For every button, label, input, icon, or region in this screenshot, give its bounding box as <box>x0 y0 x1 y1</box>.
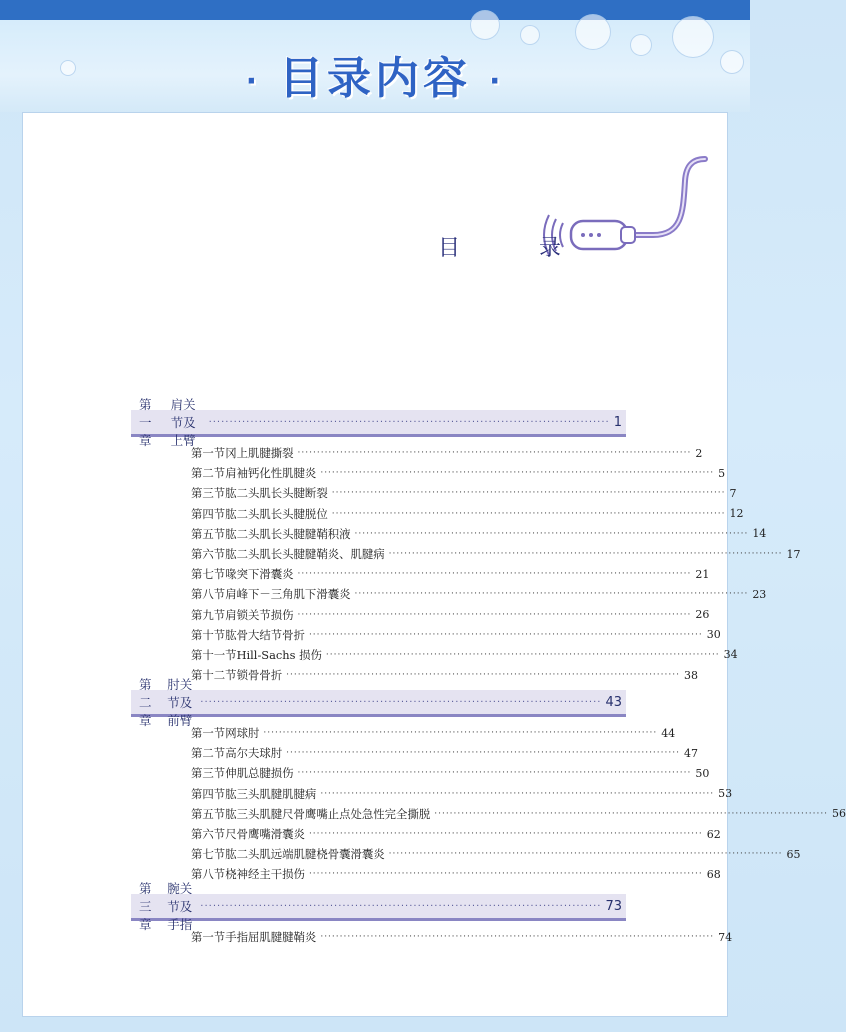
section-page: 44 <box>661 726 676 740</box>
section-title: 肩峰下－三角肌下滑囊炎 <box>225 587 351 602</box>
leader-dots: ······································································································ <box>308 829 703 840</box>
leader-dots: ······································································································ <box>320 932 715 943</box>
chapter-title: 肘关节及前臂 <box>167 677 193 728</box>
leader-dots: ······································································································ <box>388 849 783 860</box>
leader-dots: ······································································································ <box>308 869 703 880</box>
section-page: 21 <box>695 567 710 581</box>
section-list <box>131 921 733 947</box>
section-number: 第六节 <box>191 547 226 562</box>
section-title: 喙突下滑囊炎 <box>225 567 294 582</box>
section-page: 17 <box>786 547 801 561</box>
leader-dots: ······································································································ <box>320 788 715 799</box>
chapter-page: 73 <box>605 898 622 914</box>
leader-dots: ······································································································ <box>320 468 715 479</box>
chapter-page: 1 <box>613 414 622 430</box>
section-number: 第四节 <box>191 506 226 521</box>
leader-dots: ······································································································ <box>297 569 692 580</box>
section-page: 38 <box>683 668 698 682</box>
leader-dots: ································································································ <box>208 416 610 428</box>
toc-entry[interactable] <box>191 804 846 824</box>
leader-dots: ······································································································ <box>354 528 749 539</box>
section-title: 锁骨骨折 <box>236 668 283 683</box>
section-title: 肱二头肌长头腱脱位 <box>225 506 328 521</box>
section-title: 桡神经主干损伤 <box>225 867 305 882</box>
section-number: 第一节 <box>191 930 226 945</box>
section-title: 尺骨鹰嘴滑囊炎 <box>225 827 305 842</box>
section-number: 第三节 <box>191 766 226 781</box>
toc-entry[interactable] <box>191 763 710 783</box>
section-page: 53 <box>718 787 733 801</box>
section-title: 肱二头肌远端肌腱桡骨囊滑囊炎 <box>225 847 385 862</box>
leader-dots: ······································································································ <box>286 670 680 681</box>
section-number: 第八节 <box>191 867 226 882</box>
section-number: 第三节 <box>191 486 226 501</box>
section-number: 第十节 <box>191 627 226 642</box>
toc-entry[interactable] <box>191 723 676 743</box>
toc-entry[interactable] <box>191 605 710 625</box>
toc-entry[interactable] <box>191 504 744 524</box>
section-page: 2 <box>695 446 703 460</box>
banner-dot-left: · <box>245 63 261 99</box>
section-number: 第十一节 <box>191 647 237 662</box>
section-page: 26 <box>695 608 710 622</box>
toc-heading: 目 录 <box>438 236 597 261</box>
section-title: 肱二头肌长头腱腱鞘炎、肌腱病 <box>225 547 385 562</box>
section-number: 第十二节 <box>191 668 237 683</box>
section-page: 30 <box>706 628 721 642</box>
section-page: 65 <box>786 847 801 861</box>
section-page: 50 <box>695 766 710 780</box>
section-page: 23 <box>752 587 767 601</box>
section-page: 5 <box>718 466 726 480</box>
section-number: 第七节 <box>191 567 226 582</box>
document-page <box>22 112 846 1017</box>
section-page: 34 <box>723 648 738 662</box>
section-title: 肱三头肌腱肌腱病 <box>225 786 317 801</box>
section-title: 肱二头肌长头腱腱鞘积液 <box>225 526 351 541</box>
chapter-3 <box>131 881 733 947</box>
toc-entry[interactable] <box>191 483 737 503</box>
chapter-row[interactable] <box>131 677 626 728</box>
section-title: 手指屈肌腱腱鞘炎 <box>225 930 317 945</box>
section-title: 高尔夫球肘 <box>225 746 283 761</box>
section-number: 第五节 <box>191 806 226 821</box>
toc-entry[interactable] <box>191 564 710 584</box>
banner-dot-right: · <box>489 63 505 99</box>
leader-dots: ······································································································ <box>308 629 703 640</box>
section-title: 冈上肌腱撕裂 <box>225 446 294 461</box>
chapter-number: 第一章 <box>139 397 152 448</box>
section-page: 74 <box>718 930 733 944</box>
chapter-row[interactable] <box>131 881 626 932</box>
section-title: 伸肌总腱损伤 <box>225 766 294 781</box>
section-page: 68 <box>706 867 721 881</box>
chapter-title: 肩关节及上臂 <box>170 397 196 448</box>
leader-dots: ······································································································ <box>325 649 720 660</box>
leader-dots: ······································································································ <box>331 488 726 499</box>
section-page: 14 <box>752 527 767 541</box>
section-number: 第二节 <box>191 746 226 761</box>
leader-dots: ································································································ <box>200 696 602 708</box>
section-number: 第一节 <box>191 446 226 461</box>
toc-entry[interactable] <box>191 844 801 864</box>
banner-title <box>0 42 750 106</box>
chapter-2 <box>131 677 846 885</box>
toc-entry[interactable] <box>191 864 721 884</box>
chapter-number: 第三章 <box>139 881 152 932</box>
toc-entry[interactable] <box>191 544 801 564</box>
leader-dots: ······································································································ <box>331 508 726 519</box>
section-page: 12 <box>729 507 744 521</box>
section-title: 网球肘 <box>225 726 260 741</box>
toc-entry[interactable] <box>191 524 767 544</box>
section-title: 肱二头肌长头腱断裂 <box>225 486 328 501</box>
section-title: 肩锁关节损伤 <box>225 607 294 622</box>
chapter-page: 43 <box>605 694 622 710</box>
section-number: 第五节 <box>191 526 226 541</box>
section-list <box>131 437 801 685</box>
banner-title-text: 目录内容 <box>279 53 471 104</box>
toc-entry[interactable] <box>191 824 721 844</box>
toc-entry[interactable] <box>191 784 733 804</box>
section-title: 肱三头肌腱尺骨鹰嘴止点处急性完全撕脱 <box>225 806 431 821</box>
section-list <box>131 717 846 885</box>
toc-entry[interactable] <box>191 625 721 645</box>
section-number: 第六节 <box>191 827 226 842</box>
section-title: 肱骨大结节骨折 <box>225 627 305 642</box>
section-number: 第四节 <box>191 786 226 801</box>
section-number: 第八节 <box>191 587 226 602</box>
section-page: 47 <box>683 746 698 760</box>
toc-entry[interactable] <box>191 645 738 665</box>
leader-dots: ······································································································ <box>388 549 783 560</box>
leader-dots: ······································································································ <box>297 448 692 459</box>
toc-entry[interactable] <box>191 665 698 685</box>
toc-entry[interactable] <box>191 584 767 604</box>
toc-entry[interactable] <box>191 443 703 463</box>
toc-entry[interactable] <box>191 743 698 763</box>
leader-dots: ······································································································ <box>263 728 658 739</box>
chapter-title: 腕关节及手指 <box>167 881 193 932</box>
banner <box>0 20 750 112</box>
section-page: 56 <box>832 807 846 821</box>
section-number: 第九节 <box>191 607 226 622</box>
chapter-1 <box>131 397 801 685</box>
section-number: 第七节 <box>191 847 226 862</box>
leader-dots: ······································································································ <box>297 609 692 620</box>
section-title: Hill-Sachs 损伤 <box>236 647 322 662</box>
top-bar <box>0 0 750 20</box>
chapter-number: 第二章 <box>139 677 152 728</box>
toc-entry[interactable] <box>191 463 726 483</box>
leader-dots: ································································································ <box>200 900 602 912</box>
bubble-decoration <box>470 10 500 40</box>
leader-dots: ······································································································ <box>434 808 829 819</box>
section-title: 肩袖钙化性肌腱炎 <box>225 466 317 481</box>
chapter-row[interactable] <box>131 397 626 448</box>
section-page: 7 <box>729 486 737 500</box>
leader-dots: ······································································································ <box>286 748 680 759</box>
section-number: 第一节 <box>191 726 226 741</box>
section-number: 第二节 <box>191 466 226 481</box>
toc-entry[interactable] <box>191 927 733 947</box>
section-page: 62 <box>706 827 721 841</box>
leader-dots: ······································································································ <box>354 589 749 600</box>
leader-dots: ······································································································ <box>297 768 692 779</box>
